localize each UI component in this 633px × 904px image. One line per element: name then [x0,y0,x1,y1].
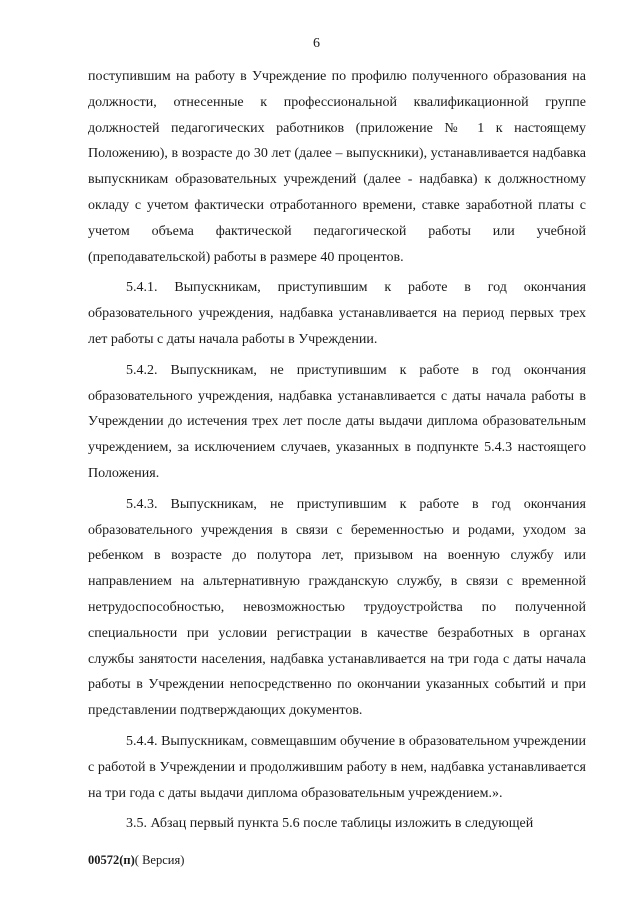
page-number: 6 [313,36,320,51]
document-body [88,64,586,837]
paragraph-3-5: 3.5. Абзац первый пункта 5.6 после таблицы изложить в следующей [126,816,534,832]
document-footer [88,852,184,868]
paragraph-continuation: поступившим на работу в Учреждение по профилю полученного образования на должности, отнесенные к профессиональной квалификационной группе должностей педагогических работников (приложение № 1 к настоящему Положению), в возрасте до 30 лет (далее – выпускники), устанавливается надбавка выпускникам образовательных учреждений (далее - надбавка) к должностному окладу с учетом фактически отработанного времени, ставке заработной платы с учетом объема фактической педагогической работы или учебной (преподавательской) работы в размере 40 процентов. [88,69,586,265]
paragraph-5-4-3: 5.4.3. Выпускникам, не приступившим к работе в год окончания образовательного учреждения в связи с беременностью и родами, уходом за ребенком в возрасте до полутора лет, призывом на военную службу или направлением на альтернативную гражданскую службу, в связи с временной нетрудоспособностью, невозможностью трудоустройства по полученной специальности при условии регистрации в качестве безработных в органах службы занятости населения, надбавка устанавливается на три года с даты начала работы в Учреждении непосредственно по окончании указанных событий и при представлении подтверждающих документов. [88,496,586,719]
document-version: ( Версия) [134,853,185,867]
paragraph-5-4-4: 5.4.4. Выпускникам, совмещавшим обучение в образовательном учреждении с работой в Учреждении и продолжившим работу в нем, надбавка устанавливается на три года с даты выдачи диплома образовательным учреждением.». [88,733,586,801]
document-code: 00572(п) [88,853,135,867]
paragraph-5-4-2: 5.4.2. Выпускникам, не приступившим к работе в год окончания образовательного учреждения, надбавка устанавливается с даты начала работы в Учреждении до истечения трех лет после даты выдачи диплома образовательным учреждением, за исключением случаев, указанных в подпункте 5.4.3 настоящего Положения. [88,362,586,481]
paragraph-5-4-1: 5.4.1. Выпускникам, приступившим к работе в год окончания образовательного учреждения, надбавка устанавливается на период первых трех лет работы с даты начала работы в Учреждении. [88,280,586,347]
